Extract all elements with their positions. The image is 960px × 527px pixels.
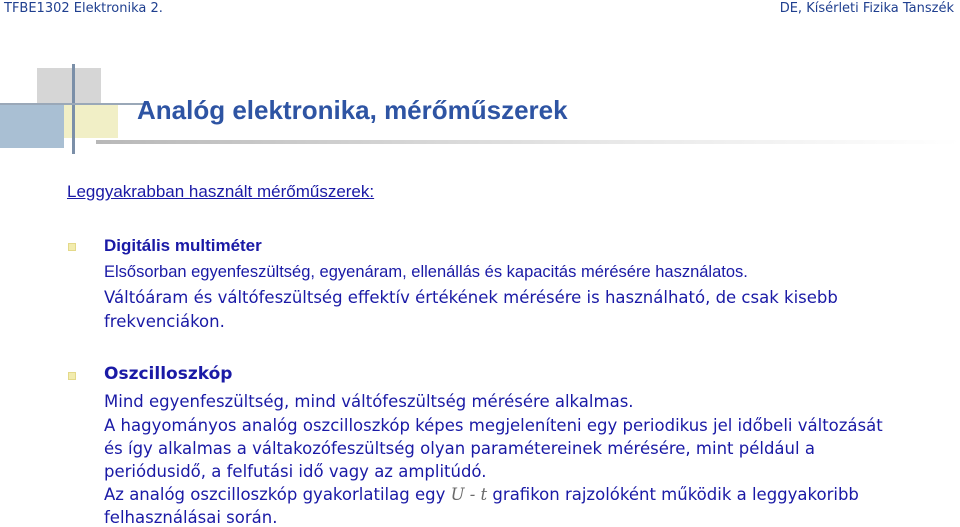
math-expression: U - t [450,485,488,504]
bullet-icon [68,243,76,251]
header-department: DE, Kísérleti Fizika Tanszék [779,1,954,16]
bullet-icon [68,372,76,380]
section-line: Elsősorban egyenfeszültség, egyenáram, ellenállás és kapacitás mérésére használatos. [104,263,748,281]
section-line: A hagyományos analóg oszcilloszkóp képes megjeleníteni egy periodikus jel időbeli változását [104,416,883,435]
section-line: Mind egyenfeszültség, mind váltófeszültség mérésére alkalmas. [104,392,634,411]
section-line: Váltóáram és váltófeszültség effektív értékének mérésére is használható, de csak kisebb [104,288,838,307]
section-line: periódusidő, a felfutási idő vagy az amplitúdó. [104,462,487,481]
slide-title: Analóg elektronika, mérőműszerek [137,95,568,125]
section-line: és így alkalmas a váltakozófeszültség olyan paramétereinek mérésére, mint például a [104,439,815,458]
section-heading-multimeter: Digitális multiméter [104,236,262,255]
section-line: felhasználásai során. [104,508,278,527]
text-fragment: grafikon rajzolóként működik a leggyakoribb [487,485,859,504]
section-line: frekvenciákon. [104,312,225,331]
header-course-code: TFBE1302 Elektronika 2. [4,1,163,16]
slide-subtitle: Leggyakrabban használt mérőműszerek: [67,182,375,201]
section-line-with-math [104,485,859,504]
text-fragment: Az analóg oszcilloszkóp gyakorlatilag egy [104,485,451,504]
section-heading-oscilloscope: Oszcilloszkóp [104,364,233,384]
